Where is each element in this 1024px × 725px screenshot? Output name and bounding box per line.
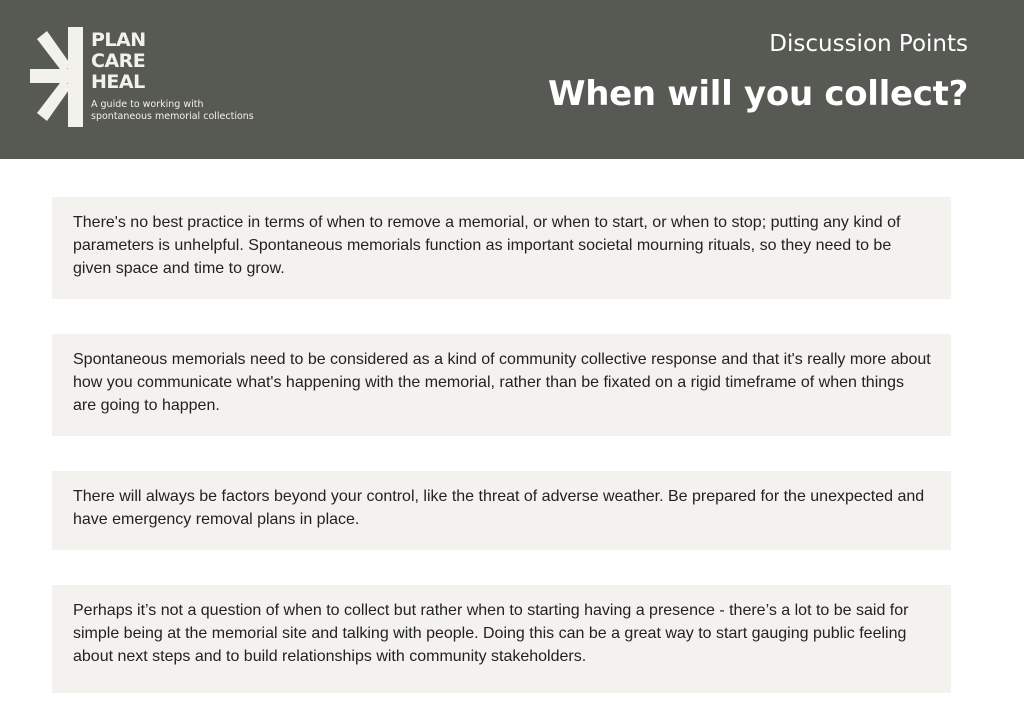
discussion-point-card <box>52 334 951 436</box>
discussion-point-card <box>52 585 951 693</box>
tagline-line: spontaneous memorial collections <box>91 111 254 122</box>
logo-word: PLAN <box>91 29 146 51</box>
discussion-point-text: There's no best practice in terms of when to remove a memorial, or when to start, or when to stop; putting any kind of parameters is unhelpful. Spontaneous memorials function as important societal mourning rituals, so they need to be given space and time to grow. <box>73 214 901 277</box>
logo-word: HEAL <box>91 71 145 93</box>
logo-wordmark <box>91 30 146 93</box>
section-eyebrow: Discussion Points <box>769 31 968 57</box>
discussion-point-card <box>52 471 951 550</box>
discussion-point-text: Perhaps it’s not a question of when to collect but rather when to starting having a presence - there’s a lot to be said for simple being at the memorial site and talking with people. Doing this can be a great way to start gauging public feeling about next steps and to build relationships with community stakeholders. <box>73 602 909 665</box>
discussion-point-text: Spontaneous memorials need to be considered as a kind of community collective response and that it's really more about how you communicate what's happening with the memorial, rather than be fixated on a rigid timeframe of when things are going to happen. <box>73 351 931 414</box>
discussion-point-text: There will always be factors beyond your control, like the threat of adverse weather. Be prepared for the unexpected and have emergency removal plans in place. <box>73 488 925 528</box>
logo-tagline <box>91 99 254 123</box>
header-banner <box>0 0 1024 159</box>
logo-icon <box>27 27 87 127</box>
tagline-line: A guide to working with <box>91 99 204 110</box>
page-title: When will you collect? <box>548 74 968 114</box>
discussion-point-card <box>52 197 951 299</box>
logo-word: CARE <box>91 50 146 72</box>
